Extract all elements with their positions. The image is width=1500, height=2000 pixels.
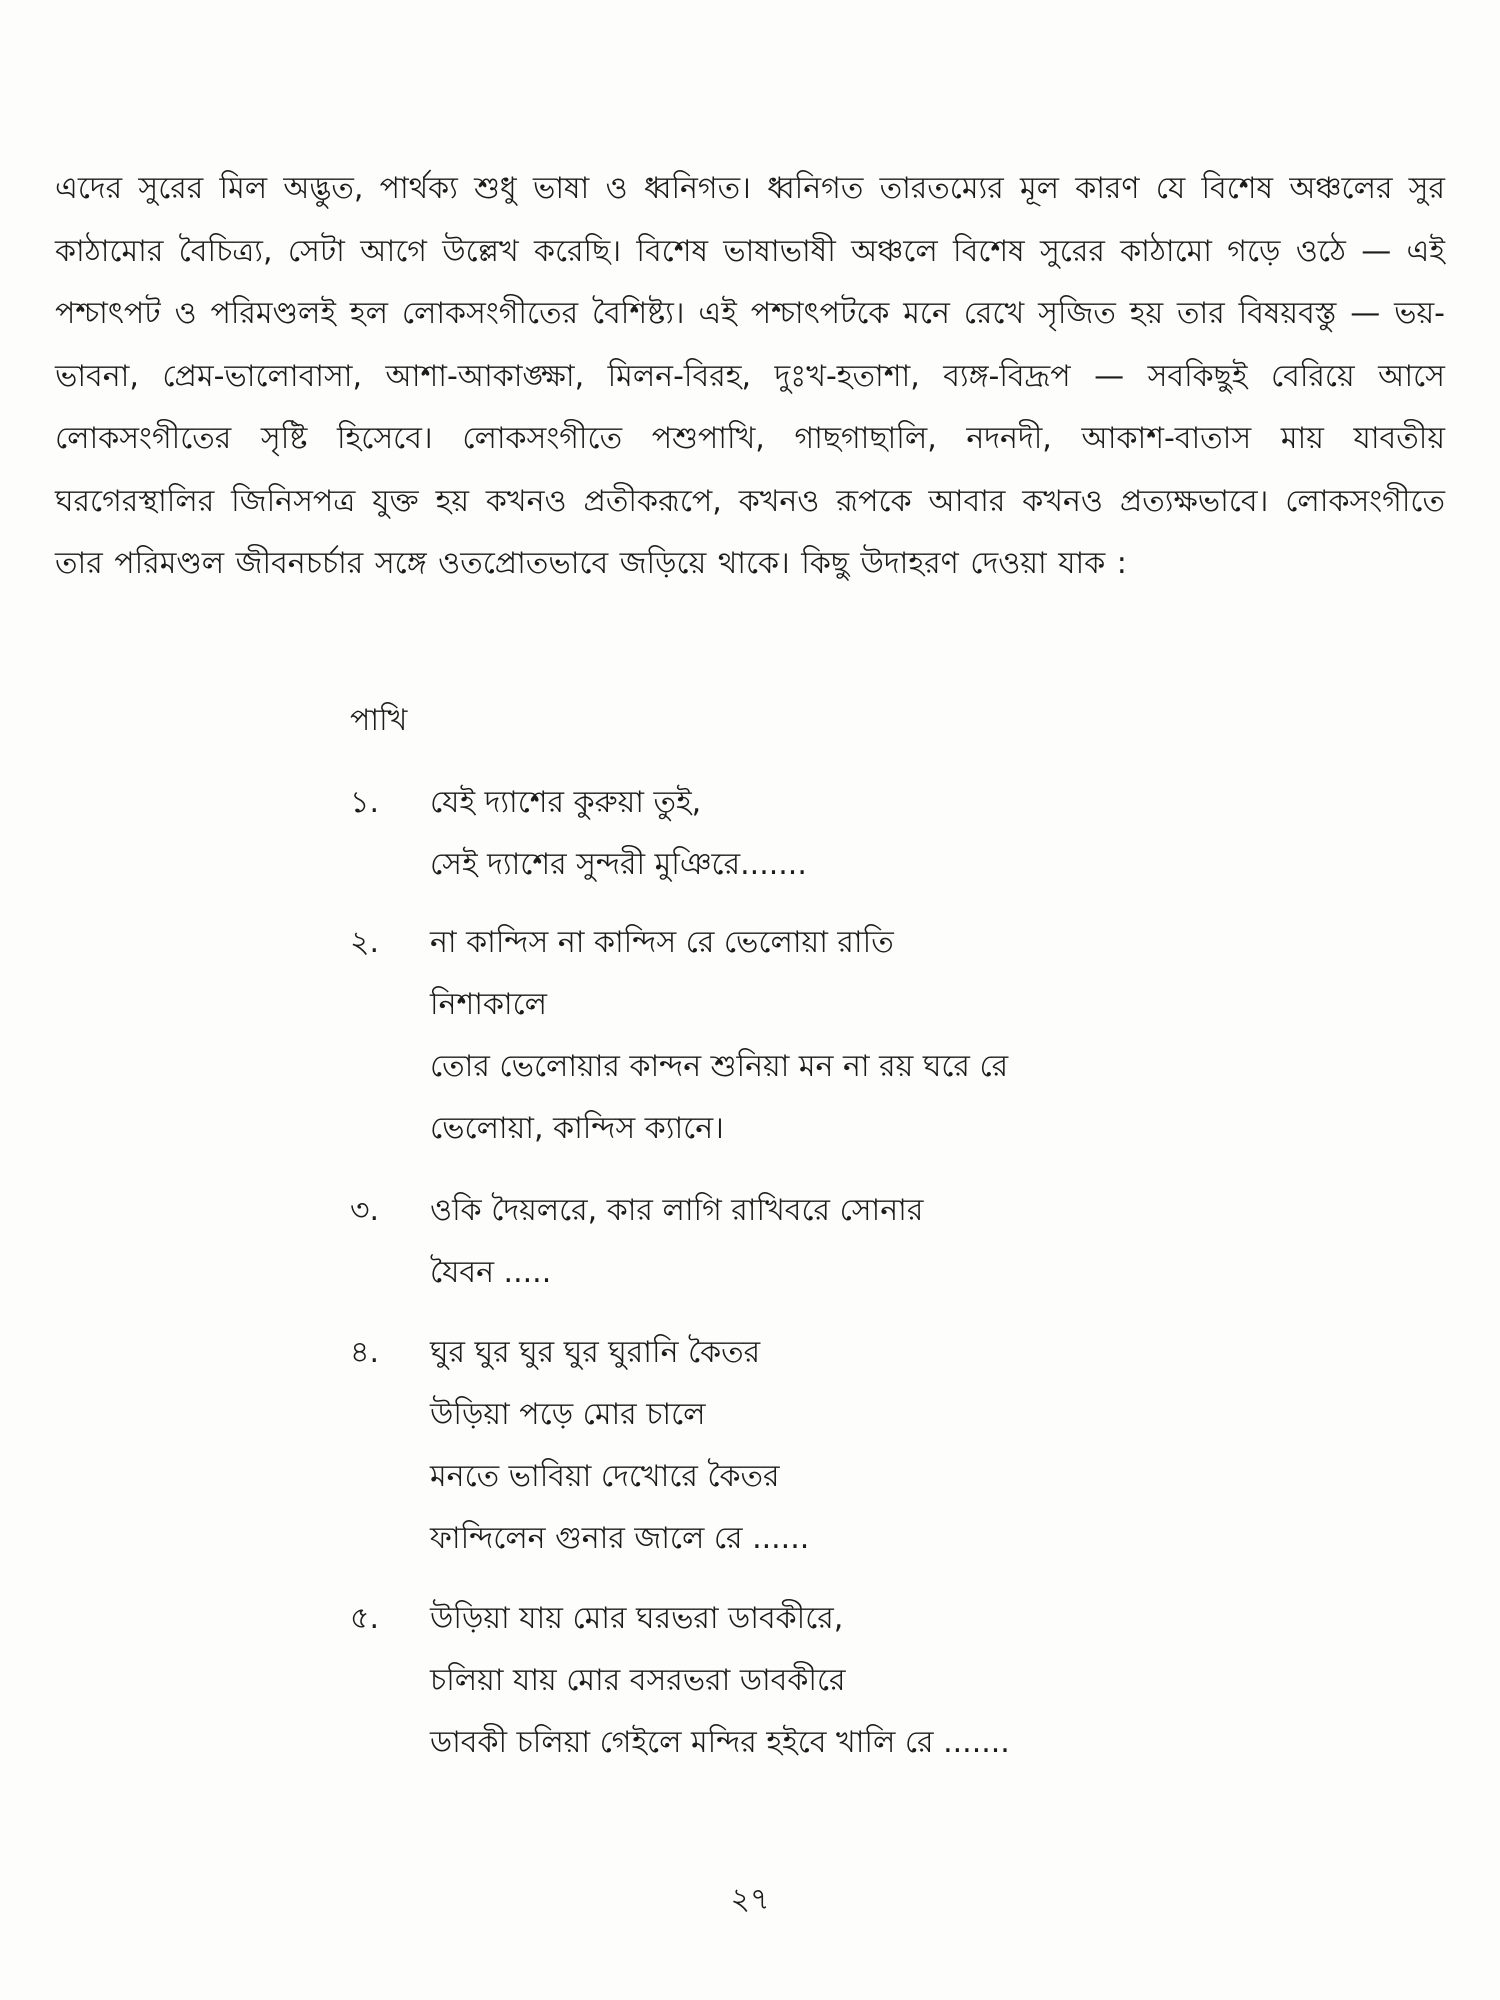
verse-number: ৩. bbox=[350, 1193, 380, 1228]
verse-number: ১. bbox=[350, 785, 380, 820]
verse-lines bbox=[430, 1180, 1330, 1304]
verse-line: মনতে ভাবিয়া দেখোরে কৈতর bbox=[430, 1459, 780, 1494]
verse-line: ফান্দিলেন গুনার জালে রে ...... bbox=[430, 1521, 810, 1556]
verse-line: সেই দ্যাশের সুন্দরী মুঞিরে....... bbox=[430, 847, 807, 882]
verse-line: ডাবকী চলিয়া গেইলে মন্দির হইবে খালি রে ....... bbox=[430, 1725, 1010, 1760]
page-number: ২৭ bbox=[730, 1882, 770, 1917]
verse-number: ৫. bbox=[350, 1601, 380, 1636]
verse-line: উড়িয়া যায় মোর ঘরভরা ডাবকীরে, bbox=[430, 1601, 844, 1636]
verse-line: ঘুর ঘুর ঘুর ঘুর ঘুরানি কৈতর bbox=[430, 1335, 761, 1370]
verse-line: যৈবন ..... bbox=[430, 1255, 552, 1290]
verse-line: ওকি দৈয়লরে, কার লাগি রাখিবরে সোনার bbox=[430, 1193, 924, 1228]
example-section bbox=[350, 690, 1350, 1760]
verse-number: ২. bbox=[350, 925, 380, 960]
verse-lines bbox=[430, 1588, 1330, 1774]
verse-line: চলিয়া যায় মোর বসরভরা ডাবকীরে bbox=[430, 1663, 846, 1698]
verse-line: না কান্দিস না কান্দিস রে ভেলোয়া রাতি bbox=[430, 925, 894, 960]
verse-line: যেই দ্যাশের কুরুয়া তুই, bbox=[430, 785, 702, 820]
verse-line: ভেলোয়া, কান্দিস ক্যানে। bbox=[430, 1111, 724, 1146]
verse-number: ৪. bbox=[350, 1335, 380, 1370]
verse-line: উড়িয়া পড়ে মোর চালে bbox=[430, 1397, 706, 1432]
verse-line: নিশাকালে bbox=[430, 987, 548, 1022]
body-paragraph: এদের সুরের মিল অদ্ভুত, পার্থক্য শুধু ভাষা ও ধ্বনিগত। ধ্বনিগত তারতম্যের মূল কারণ যে বিশেষ অঞ্চলের সুর কাঠামোর বৈচিত্র্য, সেটা আগে উল্লেখ করেছি। বিশেষ ভাষাভাষী অঞ্চলে বিশেষ সুরের কাঠামো গড়ে ওঠে — এই পশ্চাৎপট ও পরিমণ্ডলই হল লোকসংগীতের বৈশিষ্ট্য। এই পশ্চাৎপটকে মনে রেখে সৃজিত হয় তার বিষয়বস্তু — ভয়-ভাবনা, প্রেম-ভালোবাসা, আশা-আকাঙ্ক্ষা, মিলন-বিরহ, দুঃখ-হতাশা, ব্যঙ্গ-বিদ্রূপ — সবকিছুই বেরিয়ে আসে লোকসংগীতের সৃষ্টি হিসেবে। লোকসংগীতে পশুপাখি, গাছগাছালি, নদনদী, আকাশ-বাতাস মায় যাবতীয় ঘরগেরস্থালির জিনিসপত্র যুক্ত হয় কখনও প্রতীকরূপে, কখনও রূপকে আবার কখনও প্রত্যক্ষভাবে। লোকসংগীতে তার পরিমণ্ডল জীবনচর্চার সঙ্গে ওতপ্রোতভাবে জড়িয়ে থাকে। কিছু উদাহরণ দেওয়া যাক : bbox=[55, 171, 1445, 581]
verse-lines bbox=[430, 912, 1330, 1160]
verse-lines bbox=[430, 772, 1330, 896]
section-title: পাখি bbox=[350, 703, 408, 738]
verse-line: তোর ভেলোয়ার কান্দন শুনিয়া মন না রয় ঘরে রে bbox=[430, 1049, 1009, 1084]
verse-lines bbox=[430, 1322, 1330, 1570]
